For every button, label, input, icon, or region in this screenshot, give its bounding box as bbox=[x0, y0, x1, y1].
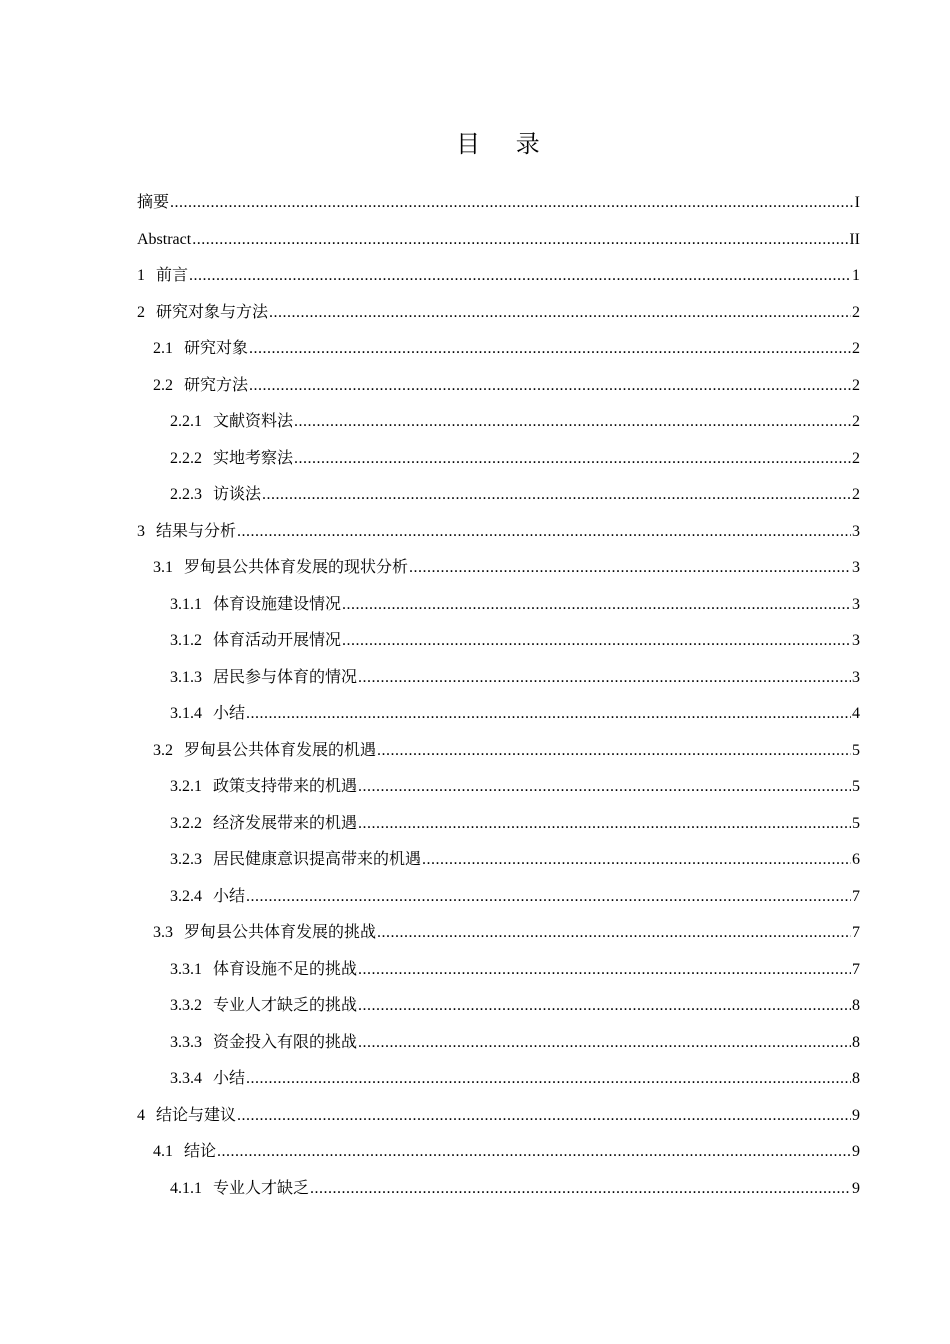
toc-entry[interactable] bbox=[137, 1103, 860, 1140]
toc-entry-text: 研究对象与方法 bbox=[156, 303, 269, 321]
dot-leader bbox=[377, 738, 851, 764]
toc-entry-number: 1 bbox=[137, 267, 145, 284]
toc-entry-text: 专业人才缺乏的挑战 bbox=[213, 997, 358, 1014]
toc-entry-page: 3 bbox=[852, 595, 860, 613]
toc-entry-number: 4 bbox=[137, 1106, 145, 1124]
toc-entry-text: 罗甸县公共体育发展的挑战 bbox=[184, 924, 377, 941]
toc-entry[interactable] bbox=[137, 884, 860, 921]
toc-entry[interactable] bbox=[137, 628, 860, 665]
toc-entry-text: 文献资料法 bbox=[213, 413, 294, 430]
toc-entry-text: 访谈法 bbox=[213, 486, 262, 503]
toc-entry-text: 居民健康意识提高带来的机遇 bbox=[213, 851, 422, 868]
toc-entry-page: 9 bbox=[852, 1179, 860, 1197]
toc-entry-page: I bbox=[854, 194, 860, 211]
dot-leader bbox=[358, 665, 851, 691]
toc-entry-page: 8 bbox=[852, 997, 860, 1014]
dot-leader bbox=[249, 336, 851, 362]
toc-entry[interactable] bbox=[137, 957, 860, 994]
toc-entry-number: 3.3.4 bbox=[170, 1070, 202, 1087]
toc-entry-text: 研究方法 bbox=[184, 376, 249, 394]
toc-entry[interactable] bbox=[137, 482, 860, 519]
dot-leader bbox=[294, 409, 851, 435]
table-of-contents bbox=[137, 190, 860, 1212]
dot-leader bbox=[192, 227, 848, 253]
toc-entry-number: 2.2.3 bbox=[170, 486, 202, 503]
toc-entry[interactable] bbox=[137, 920, 860, 957]
toc-entry-text: 结论 bbox=[184, 1143, 217, 1160]
dot-leader bbox=[237, 519, 851, 545]
toc-entry[interactable] bbox=[137, 665, 860, 702]
toc-entry-number: 3.3 bbox=[153, 924, 173, 941]
toc-entry[interactable] bbox=[137, 1139, 860, 1176]
toc-entry-text: 罗甸县公共体育发展的现状分析 bbox=[184, 559, 409, 576]
toc-entry-text: 研究对象 bbox=[184, 340, 249, 357]
toc-entry-number: 3.1.4 bbox=[170, 705, 202, 722]
toc-entry-number: 3.2.3 bbox=[170, 851, 202, 868]
toc-entry-page: 2 bbox=[852, 486, 860, 503]
toc-entry-page: II bbox=[849, 230, 860, 248]
dot-leader bbox=[358, 957, 851, 983]
toc-entry-page: 8 bbox=[852, 1033, 860, 1051]
toc-entry-number: 4.1 bbox=[153, 1143, 173, 1160]
toc-entry-number: 2.2.1 bbox=[170, 413, 202, 430]
toc-entry[interactable] bbox=[137, 409, 860, 446]
dot-leader bbox=[246, 1066, 851, 1092]
toc-entry-number: 2.2 bbox=[153, 376, 173, 394]
toc-entry-text: 前言 bbox=[156, 267, 189, 284]
toc-entry-page: 1 bbox=[852, 267, 860, 284]
toc-entry-number: 3.3.3 bbox=[170, 1033, 202, 1051]
toc-entry-text: 小结 bbox=[213, 705, 246, 722]
toc-entry-text: Abstract bbox=[137, 230, 192, 248]
toc-entry-number: 3.3.2 bbox=[170, 997, 202, 1014]
toc-entry[interactable] bbox=[137, 1066, 860, 1103]
dot-leader bbox=[249, 373, 851, 399]
toc-entry[interactable] bbox=[137, 446, 860, 483]
dot-leader bbox=[358, 811, 851, 837]
toc-entry-text: 摘要 bbox=[137, 194, 170, 211]
toc-entry-page: 2 bbox=[852, 449, 860, 467]
toc-entry-page: 4 bbox=[852, 705, 860, 722]
toc-entry-page: 7 bbox=[852, 924, 860, 941]
toc-entry-page: 5 bbox=[852, 814, 860, 832]
toc-entry-number: 3.1.2 bbox=[170, 632, 202, 649]
toc-entry[interactable] bbox=[137, 519, 860, 556]
dot-leader bbox=[189, 263, 851, 289]
dot-leader bbox=[237, 1103, 851, 1129]
toc-entry-number: 4.1.1 bbox=[170, 1179, 202, 1197]
dot-leader bbox=[262, 482, 851, 508]
toc-entry[interactable] bbox=[137, 227, 860, 264]
toc-entry[interactable] bbox=[137, 263, 860, 300]
dot-leader bbox=[358, 993, 851, 1019]
toc-entry-text: 结果与分析 bbox=[156, 522, 237, 540]
toc-entry-text: 专业人才缺乏 bbox=[213, 1179, 310, 1197]
dot-leader bbox=[409, 555, 851, 581]
toc-entry[interactable] bbox=[137, 1176, 860, 1213]
toc-entry[interactable] bbox=[137, 190, 860, 227]
toc-entry[interactable] bbox=[137, 373, 860, 410]
toc-entry[interactable] bbox=[137, 774, 860, 811]
dot-leader bbox=[358, 1030, 851, 1056]
toc-entry-number: 3.2.2 bbox=[170, 814, 202, 832]
toc-entry-number: 3.2 bbox=[153, 741, 173, 759]
toc-entry-text: 体育设施建设情况 bbox=[213, 595, 342, 613]
toc-entry-text: 体育设施不足的挑战 bbox=[213, 960, 358, 978]
toc-entry-text: 政策支持带来的机遇 bbox=[213, 778, 358, 795]
toc-entry-page: 5 bbox=[852, 778, 860, 795]
toc-entry[interactable] bbox=[137, 993, 860, 1030]
toc-entry-page: 2 bbox=[852, 340, 860, 357]
toc-entry-number: 2.2.2 bbox=[170, 449, 202, 467]
toc-entry-page: 5 bbox=[852, 741, 860, 759]
toc-entry-text: 经济发展带来的机遇 bbox=[213, 814, 358, 832]
toc-entry-page: 3 bbox=[852, 668, 860, 686]
dot-leader bbox=[358, 774, 851, 800]
toc-entry-page: 2 bbox=[852, 376, 860, 394]
toc-entry-page: 6 bbox=[852, 851, 860, 868]
toc-entry[interactable] bbox=[137, 300, 860, 337]
toc-entry[interactable] bbox=[137, 555, 860, 592]
toc-entry[interactable] bbox=[137, 811, 860, 848]
toc-entry-text: 体育活动开展情况 bbox=[213, 632, 342, 649]
toc-entry-text: 资金投入有限的挑战 bbox=[213, 1033, 358, 1051]
dot-leader bbox=[246, 884, 851, 910]
toc-entry-page: 2 bbox=[852, 413, 860, 430]
toc-title: 目 录 bbox=[456, 130, 554, 158]
toc-entry[interactable] bbox=[137, 738, 860, 775]
toc-entry-page: 7 bbox=[852, 887, 860, 905]
dot-leader bbox=[377, 920, 851, 946]
toc-entry-text: 小结 bbox=[213, 1070, 246, 1087]
toc-entry[interactable] bbox=[137, 847, 860, 884]
dot-leader bbox=[246, 701, 851, 727]
toc-entry-text: 罗甸县公共体育发展的机遇 bbox=[184, 741, 377, 759]
dot-leader bbox=[342, 592, 851, 618]
toc-entry-number: 3.1.1 bbox=[170, 595, 202, 613]
toc-entry-number: 2.1 bbox=[153, 340, 173, 357]
toc-entry-number: 3.2.4 bbox=[170, 887, 202, 905]
toc-entry-text: 居民参与体育的情况 bbox=[213, 668, 358, 686]
toc-entry-page: 9 bbox=[852, 1106, 860, 1124]
toc-entry-number: 3.1.3 bbox=[170, 668, 202, 686]
toc-entry-number: 3.1 bbox=[153, 559, 173, 576]
toc-entry-page: 8 bbox=[852, 1070, 860, 1087]
dot-leader bbox=[310, 1176, 851, 1202]
dot-leader bbox=[342, 628, 851, 654]
dot-leader bbox=[422, 847, 851, 873]
dot-leader bbox=[269, 300, 851, 326]
toc-entry-text: 实地考察法 bbox=[213, 449, 294, 467]
toc-entry-page: 2 bbox=[852, 303, 860, 321]
toc-entry-page: 3 bbox=[852, 522, 860, 540]
toc-entry-page: 9 bbox=[852, 1143, 860, 1160]
toc-entry[interactable] bbox=[137, 1030, 860, 1067]
toc-entry-number: 3.3.1 bbox=[170, 960, 202, 978]
toc-entry-page: 3 bbox=[852, 559, 860, 576]
toc-entry[interactable] bbox=[137, 592, 860, 629]
toc-entry-number: 2 bbox=[137, 303, 145, 321]
toc-entry[interactable] bbox=[137, 701, 860, 738]
toc-entry[interactable] bbox=[137, 336, 860, 373]
dot-leader bbox=[170, 190, 854, 216]
dot-leader bbox=[217, 1139, 851, 1165]
toc-entry-page: 3 bbox=[852, 632, 860, 649]
toc-entry-text: 结论与建议 bbox=[156, 1106, 237, 1124]
toc-entry-number: 3 bbox=[137, 522, 145, 540]
toc-entry-text: 小结 bbox=[213, 887, 246, 905]
toc-entry-number: 3.2.1 bbox=[170, 778, 202, 795]
dot-leader bbox=[294, 446, 851, 472]
toc-entry-page: 7 bbox=[852, 960, 860, 978]
